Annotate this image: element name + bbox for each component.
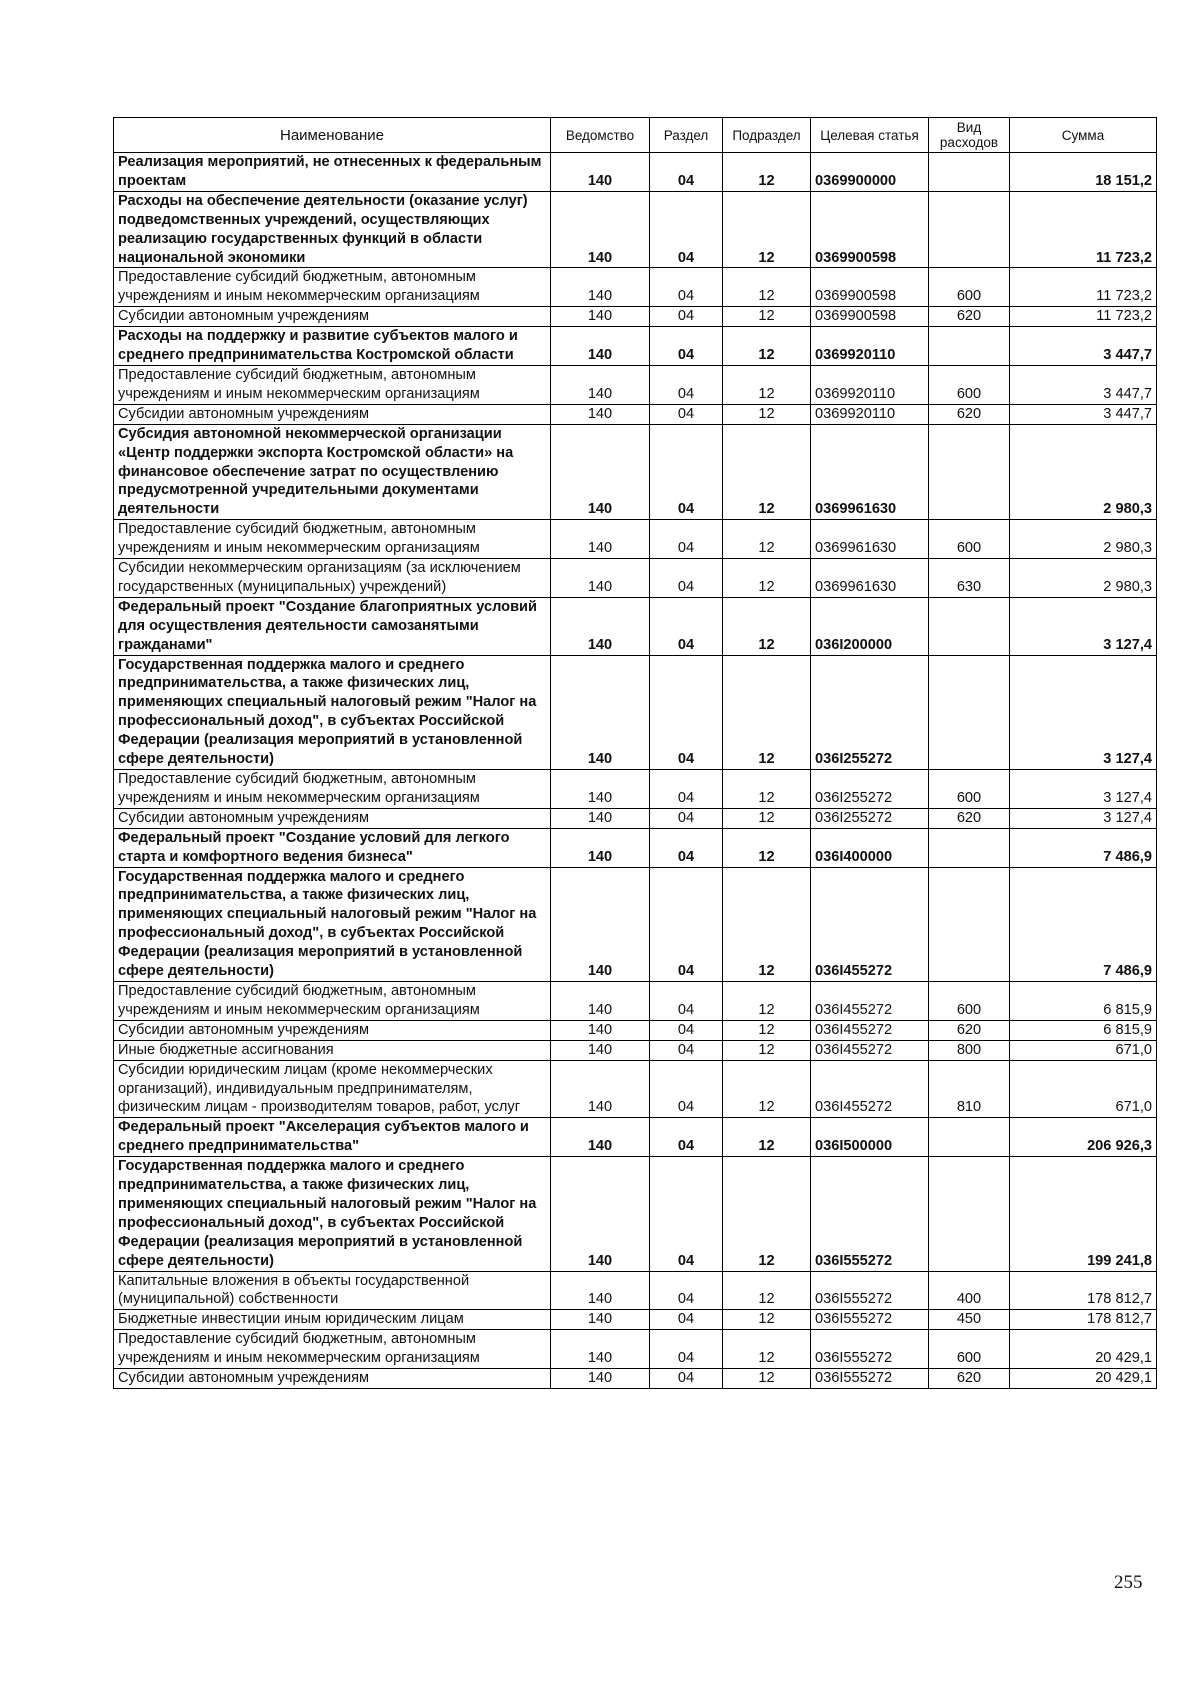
cell-subsection: 12	[723, 597, 811, 655]
cell-name: Государственная поддержка малого и среднего предпринимательства, а также физических лиц, применяющих специальный налоговый режим "Налог на профессиональный доход", в субъектах Российской Федерации (реализация мероприятий в установленной сфере деятельности)	[114, 1157, 551, 1271]
cell-dept: 140	[551, 559, 650, 598]
cell-exp-type	[929, 1157, 1010, 1271]
cell-name: Субсидии автономным учреждениям	[114, 307, 551, 327]
table-row	[114, 808, 1157, 828]
cell-exp-type: 620	[929, 404, 1010, 424]
cell-exp-type: 600	[929, 520, 1010, 559]
cell-exp-type: 600	[929, 268, 1010, 307]
cell-name: Капитальные вложения в объекты государственной (муниципальной) собственности	[114, 1271, 551, 1310]
table-row	[114, 191, 1157, 268]
cell-section: 04	[650, 153, 723, 192]
cell-target: 036I455272	[811, 867, 929, 981]
cell-subsection: 12	[723, 981, 811, 1020]
cell-dept: 140	[551, 1369, 650, 1389]
cell-subsection: 12	[723, 307, 811, 327]
table-row	[114, 1118, 1157, 1157]
cell-exp-type: 630	[929, 559, 1010, 598]
table-row	[114, 520, 1157, 559]
table-row	[114, 867, 1157, 981]
cell-dept: 140	[551, 404, 650, 424]
cell-subsection: 12	[723, 1369, 811, 1389]
cell-name: Бюджетные инвестиции иным юридическим лицам	[114, 1310, 551, 1330]
cell-section: 04	[650, 559, 723, 598]
table-row	[114, 828, 1157, 867]
cell-section: 04	[650, 770, 723, 809]
cell-exp-type	[929, 327, 1010, 366]
page-number: 255	[1114, 1572, 1143, 1593]
cell-subsection: 12	[723, 1330, 811, 1369]
cell-section: 04	[650, 404, 723, 424]
cell-target: 036I255272	[811, 770, 929, 809]
cell-target: 0369900000	[811, 153, 929, 192]
cell-amount: 7 486,9	[1010, 867, 1157, 981]
cell-exp-type	[929, 597, 1010, 655]
table-row	[114, 1040, 1157, 1060]
cell-section: 04	[650, 268, 723, 307]
cell-name: Субсидии автономным учреждениям	[114, 1369, 551, 1389]
table-row	[114, 1330, 1157, 1369]
cell-section: 04	[650, 191, 723, 268]
cell-amount: 20 429,1	[1010, 1369, 1157, 1389]
cell-target: 0369920110	[811, 327, 929, 366]
header-amount: Сумма	[1010, 118, 1157, 153]
cell-amount: 671,0	[1010, 1060, 1157, 1118]
cell-name: Предоставление субсидий бюджетным, автономным учреждениям и иным некоммерческим организациям	[114, 520, 551, 559]
cell-exp-type: 620	[929, 1020, 1010, 1040]
table-row	[114, 307, 1157, 327]
header-subsection: Подраздел	[723, 118, 811, 153]
cell-target: 036I555272	[811, 1310, 929, 1330]
cell-dept: 140	[551, 520, 650, 559]
cell-subsection: 12	[723, 1310, 811, 1330]
cell-subsection: 12	[723, 327, 811, 366]
cell-exp-type: 600	[929, 1330, 1010, 1369]
cell-dept: 140	[551, 191, 650, 268]
cell-section: 04	[650, 1330, 723, 1369]
cell-dept: 140	[551, 307, 650, 327]
cell-target: 0369900598	[811, 268, 929, 307]
cell-exp-type: 620	[929, 1369, 1010, 1389]
header-dept: Ведомство	[551, 118, 650, 153]
cell-section: 04	[650, 1157, 723, 1271]
cell-target: 036I500000	[811, 1118, 929, 1157]
cell-dept: 140	[551, 153, 650, 192]
cell-target: 0369900598	[811, 307, 929, 327]
cell-name: Субсидии автономным учреждениям	[114, 808, 551, 828]
cell-name: Государственная поддержка малого и среднего предпринимательства, а также физических лиц, применяющих специальный налоговый режим "Налог на профессиональный доход", в субъектах Российской Федерации (реализация мероприятий в установленной сфере деятельности)	[114, 655, 551, 769]
cell-target: 0369961630	[811, 520, 929, 559]
cell-target: 036I400000	[811, 828, 929, 867]
table-row	[114, 770, 1157, 809]
cell-amount: 671,0	[1010, 1040, 1157, 1060]
cell-exp-type: 450	[929, 1310, 1010, 1330]
table-row	[114, 1310, 1157, 1330]
cell-amount: 3 127,4	[1010, 597, 1157, 655]
cell-amount: 18 151,2	[1010, 153, 1157, 192]
cell-amount: 11 723,2	[1010, 191, 1157, 268]
cell-amount: 2 980,3	[1010, 520, 1157, 559]
table-row	[114, 597, 1157, 655]
header-name: Наименование	[114, 118, 551, 153]
cell-target: 036I455272	[811, 1020, 929, 1040]
cell-exp-type	[929, 828, 1010, 867]
cell-dept: 140	[551, 655, 650, 769]
cell-target: 036I255272	[811, 808, 929, 828]
cell-name: Реализация мероприятий, не отнесенных к федеральным проектам	[114, 153, 551, 192]
cell-subsection: 12	[723, 191, 811, 268]
cell-section: 04	[650, 1310, 723, 1330]
cell-target: 036I455272	[811, 1040, 929, 1060]
cell-subsection: 12	[723, 153, 811, 192]
table-row	[114, 559, 1157, 598]
table-row	[114, 981, 1157, 1020]
cell-dept: 140	[551, 1310, 650, 1330]
cell-amount: 7 486,9	[1010, 828, 1157, 867]
cell-target: 036I455272	[811, 981, 929, 1020]
cell-target: 036I555272	[811, 1369, 929, 1389]
cell-section: 04	[650, 365, 723, 404]
table-row	[114, 327, 1157, 366]
cell-subsection: 12	[723, 1271, 811, 1310]
cell-target: 0369961630	[811, 424, 929, 520]
cell-target: 036I555272	[811, 1157, 929, 1271]
header-section: Раздел	[650, 118, 723, 153]
cell-name: Предоставление субсидий бюджетным, автономным учреждениям и иным некоммерческим организациям	[114, 1330, 551, 1369]
cell-name: Предоставление субсидий бюджетным, автономным учреждениям и иным некоммерческим организациям	[114, 268, 551, 307]
cell-dept: 140	[551, 424, 650, 520]
cell-dept: 140	[551, 597, 650, 655]
cell-amount: 178 812,7	[1010, 1310, 1157, 1330]
table-header-row	[114, 118, 1157, 153]
cell-target: 036I255272	[811, 655, 929, 769]
cell-section: 04	[650, 828, 723, 867]
cell-exp-type: 600	[929, 770, 1010, 809]
cell-name: Расходы на обеспечение деятельности (оказание услуг) подведомственных учреждений, осуществляющих реализацию государственных функций в области национальной экономики	[114, 191, 551, 268]
cell-section: 04	[650, 1040, 723, 1060]
cell-name: Предоставление субсидий бюджетным, автономным учреждениям и иным некоммерческим организациям	[114, 365, 551, 404]
cell-subsection: 12	[723, 268, 811, 307]
cell-dept: 140	[551, 1040, 650, 1060]
cell-dept: 140	[551, 1157, 650, 1271]
cell-amount: 3 447,7	[1010, 365, 1157, 404]
table-row	[114, 424, 1157, 520]
table-row	[114, 153, 1157, 192]
cell-section: 04	[650, 520, 723, 559]
cell-target: 0369920110	[811, 365, 929, 404]
cell-amount: 3 447,7	[1010, 404, 1157, 424]
cell-section: 04	[650, 981, 723, 1020]
cell-name: Субсидии юридическим лицам (кроме некоммерческих организаций), индивидуальным предпринимателям, физическим лицам - производителям товаров, работ, услуг	[114, 1060, 551, 1118]
cell-dept: 140	[551, 828, 650, 867]
cell-subsection: 12	[723, 520, 811, 559]
cell-dept: 140	[551, 1330, 650, 1369]
table-row	[114, 268, 1157, 307]
cell-name: Федеральный проект "Создание благоприятных условий для осуществления деятельности самозанятыми гражданами"	[114, 597, 551, 655]
cell-section: 04	[650, 1271, 723, 1310]
cell-section: 04	[650, 307, 723, 327]
cell-exp-type: 620	[929, 307, 1010, 327]
cell-name: Предоставление субсидий бюджетным, автономным учреждениям и иным некоммерческим организациям	[114, 981, 551, 1020]
cell-section: 04	[650, 867, 723, 981]
cell-exp-type: 600	[929, 365, 1010, 404]
cell-amount: 3 447,7	[1010, 327, 1157, 366]
cell-subsection: 12	[723, 424, 811, 520]
cell-dept: 140	[551, 867, 650, 981]
cell-exp-type	[929, 191, 1010, 268]
cell-amount: 11 723,2	[1010, 307, 1157, 327]
cell-exp-type	[929, 153, 1010, 192]
cell-name: Государственная поддержка малого и среднего предпринимательства, а также физических лиц, применяющих специальный налоговый режим "Налог на профессиональный доход", в субъектах Российской Федерации (реализация мероприятий в установленной сфере деятельности)	[114, 867, 551, 981]
table-row	[114, 1369, 1157, 1389]
cell-subsection: 12	[723, 867, 811, 981]
cell-section: 04	[650, 1020, 723, 1040]
cell-section: 04	[650, 1060, 723, 1118]
cell-subsection: 12	[723, 1020, 811, 1040]
cell-amount: 11 723,2	[1010, 268, 1157, 307]
cell-subsection: 12	[723, 1118, 811, 1157]
cell-section: 04	[650, 327, 723, 366]
cell-name: Субсидии автономным учреждениям	[114, 1020, 551, 1040]
cell-target: 0369900598	[811, 191, 929, 268]
cell-exp-type: 620	[929, 808, 1010, 828]
table-row	[114, 655, 1157, 769]
cell-section: 04	[650, 597, 723, 655]
cell-exp-type	[929, 424, 1010, 520]
cell-name: Субсидии автономным учреждениям	[114, 404, 551, 424]
cell-amount: 3 127,4	[1010, 808, 1157, 828]
cell-amount: 20 429,1	[1010, 1330, 1157, 1369]
cell-section: 04	[650, 655, 723, 769]
table-row	[114, 404, 1157, 424]
table-row	[114, 1060, 1157, 1118]
budget-table	[113, 117, 1157, 1389]
cell-dept: 140	[551, 1020, 650, 1040]
cell-section: 04	[650, 1118, 723, 1157]
cell-exp-type: 810	[929, 1060, 1010, 1118]
cell-target: 0369920110	[811, 404, 929, 424]
cell-subsection: 12	[723, 1060, 811, 1118]
header-exp-type: Вид расходов	[929, 118, 1010, 153]
cell-amount: 2 980,3	[1010, 559, 1157, 598]
cell-name: Федеральный проект "Создание условий для легкого старта и комфортного ведения бизнеса"	[114, 828, 551, 867]
cell-subsection: 12	[723, 808, 811, 828]
cell-target: 036I200000	[811, 597, 929, 655]
cell-name: Субсидия автономной некоммерческой организации «Центр поддержки экспорта Костромской области» на финансовое обеспечение затрат по осуществлению предусмотренной учредительными документами деятельности	[114, 424, 551, 520]
cell-name: Предоставление субсидий бюджетным, автономным учреждениям и иным некоммерческим организациям	[114, 770, 551, 809]
cell-subsection: 12	[723, 828, 811, 867]
cell-subsection: 12	[723, 365, 811, 404]
cell-section: 04	[650, 424, 723, 520]
cell-dept: 140	[551, 327, 650, 366]
cell-amount: 6 815,9	[1010, 981, 1157, 1020]
cell-name: Федеральный проект "Акселерация субъектов малого и среднего предпринимательства"	[114, 1118, 551, 1157]
cell-dept: 140	[551, 1060, 650, 1118]
cell-subsection: 12	[723, 559, 811, 598]
table-row	[114, 1020, 1157, 1040]
cell-dept: 140	[551, 770, 650, 809]
header-target: Целевая статья	[811, 118, 929, 153]
cell-target: 036I555272	[811, 1271, 929, 1310]
cell-dept: 140	[551, 1271, 650, 1310]
cell-subsection: 12	[723, 404, 811, 424]
cell-target: 036I555272	[811, 1330, 929, 1369]
cell-amount: 199 241,8	[1010, 1157, 1157, 1271]
cell-dept: 140	[551, 981, 650, 1020]
cell-subsection: 12	[723, 770, 811, 809]
cell-amount: 3 127,4	[1010, 770, 1157, 809]
cell-dept: 140	[551, 1118, 650, 1157]
table-row	[114, 365, 1157, 404]
cell-subsection: 12	[723, 1040, 811, 1060]
cell-target: 036I455272	[811, 1060, 929, 1118]
cell-section: 04	[650, 808, 723, 828]
cell-dept: 140	[551, 268, 650, 307]
cell-exp-type	[929, 1118, 1010, 1157]
cell-exp-type: 800	[929, 1040, 1010, 1060]
cell-name: Субсидии некоммерческим организациям (за исключением государственных (муниципальных) учреждений)	[114, 559, 551, 598]
cell-exp-type: 400	[929, 1271, 1010, 1310]
cell-amount: 178 812,7	[1010, 1271, 1157, 1310]
cell-exp-type	[929, 867, 1010, 981]
cell-exp-type	[929, 655, 1010, 769]
cell-name: Иные бюджетные ассигнования	[114, 1040, 551, 1060]
cell-name: Расходы на поддержку и развитие субъектов малого и среднего предпринимательства Костромской области	[114, 327, 551, 366]
cell-section: 04	[650, 1369, 723, 1389]
cell-amount: 206 926,3	[1010, 1118, 1157, 1157]
cell-dept: 140	[551, 808, 650, 828]
cell-subsection: 12	[723, 1157, 811, 1271]
cell-dept: 140	[551, 365, 650, 404]
cell-amount: 2 980,3	[1010, 424, 1157, 520]
cell-exp-type: 600	[929, 981, 1010, 1020]
cell-amount: 6 815,9	[1010, 1020, 1157, 1040]
table-row	[114, 1157, 1157, 1271]
cell-amount: 3 127,4	[1010, 655, 1157, 769]
table-row	[114, 1271, 1157, 1310]
cell-target: 0369961630	[811, 559, 929, 598]
cell-subsection: 12	[723, 655, 811, 769]
